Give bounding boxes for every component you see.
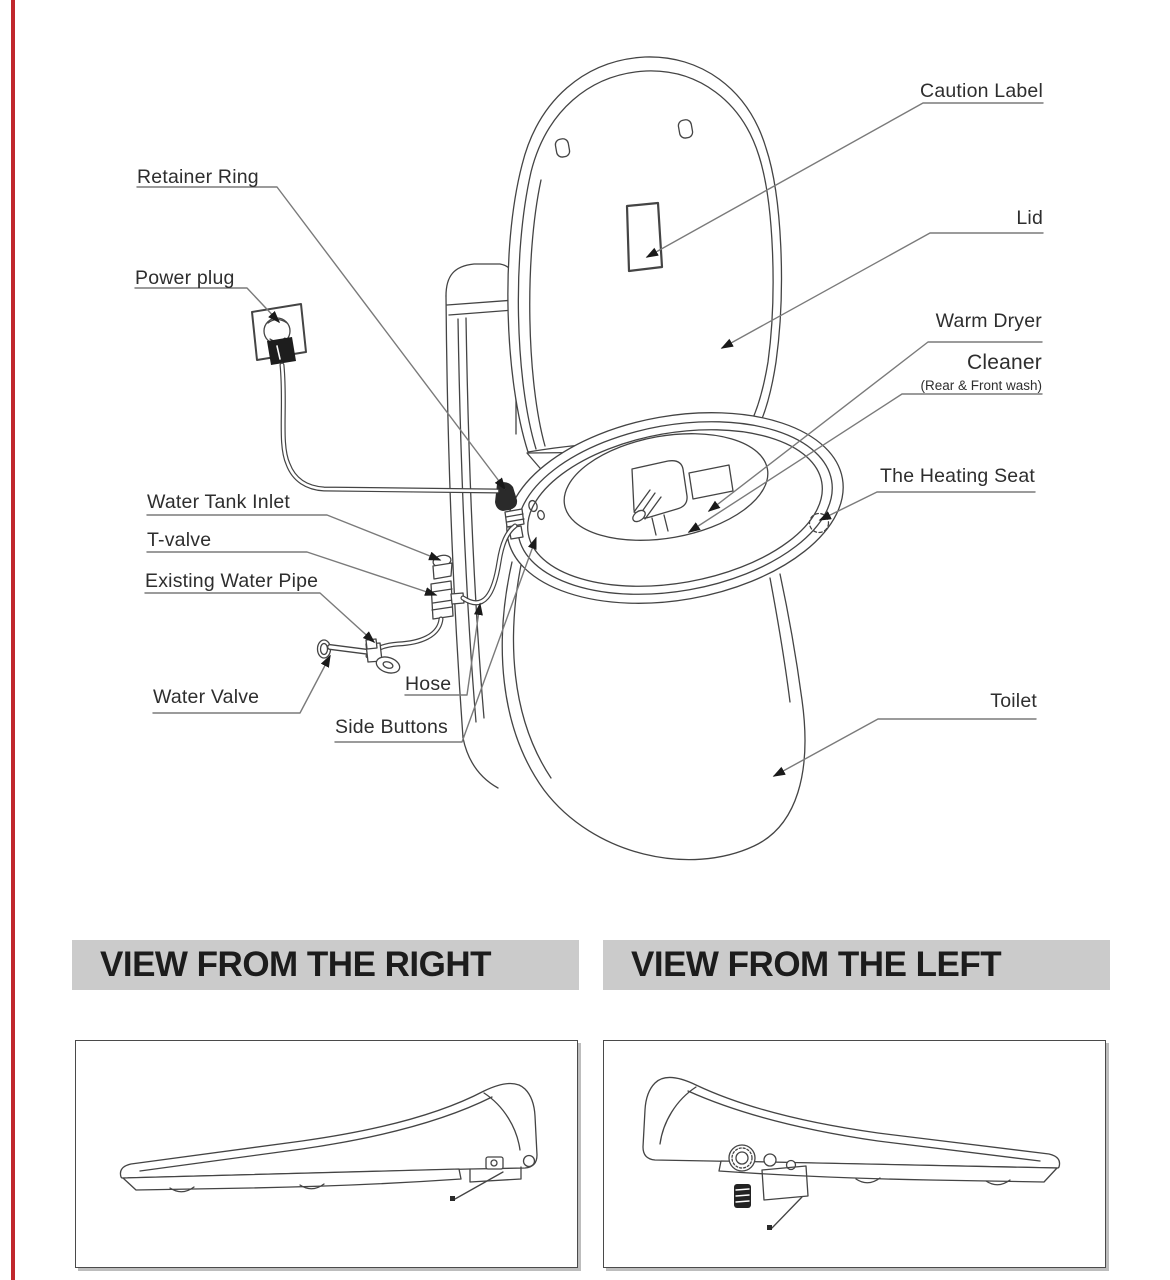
label-the-heating-seat: The Heating Seat [880,465,1035,487]
label-cleaner-sub: (Rear & Front wash) [920,377,1042,393]
label-t-valve: T-valve [147,529,212,551]
label-caution-label: Caution Label [920,80,1043,102]
cord-connector [495,482,517,511]
view-from-right-title: VIEW FROM THE RIGHT [100,945,492,984]
caution-label-sticker [627,203,662,271]
toilet-body-art [463,560,805,860]
left-side-view-art [643,1077,1060,1230]
view-from-left-title: VIEW FROM THE LEFT [631,945,1002,984]
leader-existing-water-pipe [145,593,374,642]
lid-art [508,57,782,452]
power-cord [282,365,497,491]
label-toilet: Toilet [990,690,1037,712]
leader-retainer-ring [137,187,505,489]
label-existing-water-pipe: Existing Water Pipe [145,570,319,592]
label-hose: Hose [405,673,452,695]
water-supply-art [318,526,516,676]
label-cleaner: Cleaner [967,351,1042,374]
label-water-tank-inlet: Water Tank Inlet [147,491,291,513]
leader-heating-seat [820,492,1035,520]
label-power-plug: Power plug [135,267,235,289]
label-cleaner-group [920,351,1042,393]
label-warm-dryer: Warm Dryer [935,310,1042,332]
leader-toilet [774,719,1036,776]
water-inlet-knob [729,1145,755,1171]
label-water-valve: Water Valve [153,686,260,708]
plug-body [267,337,296,365]
side-port [764,1154,776,1166]
right-side-view-art [120,1083,537,1201]
label-side-buttons: Side Buttons [335,716,448,738]
label-lid: Lid [1016,207,1043,229]
label-retainer-ring: Retainer Ring [137,166,259,188]
